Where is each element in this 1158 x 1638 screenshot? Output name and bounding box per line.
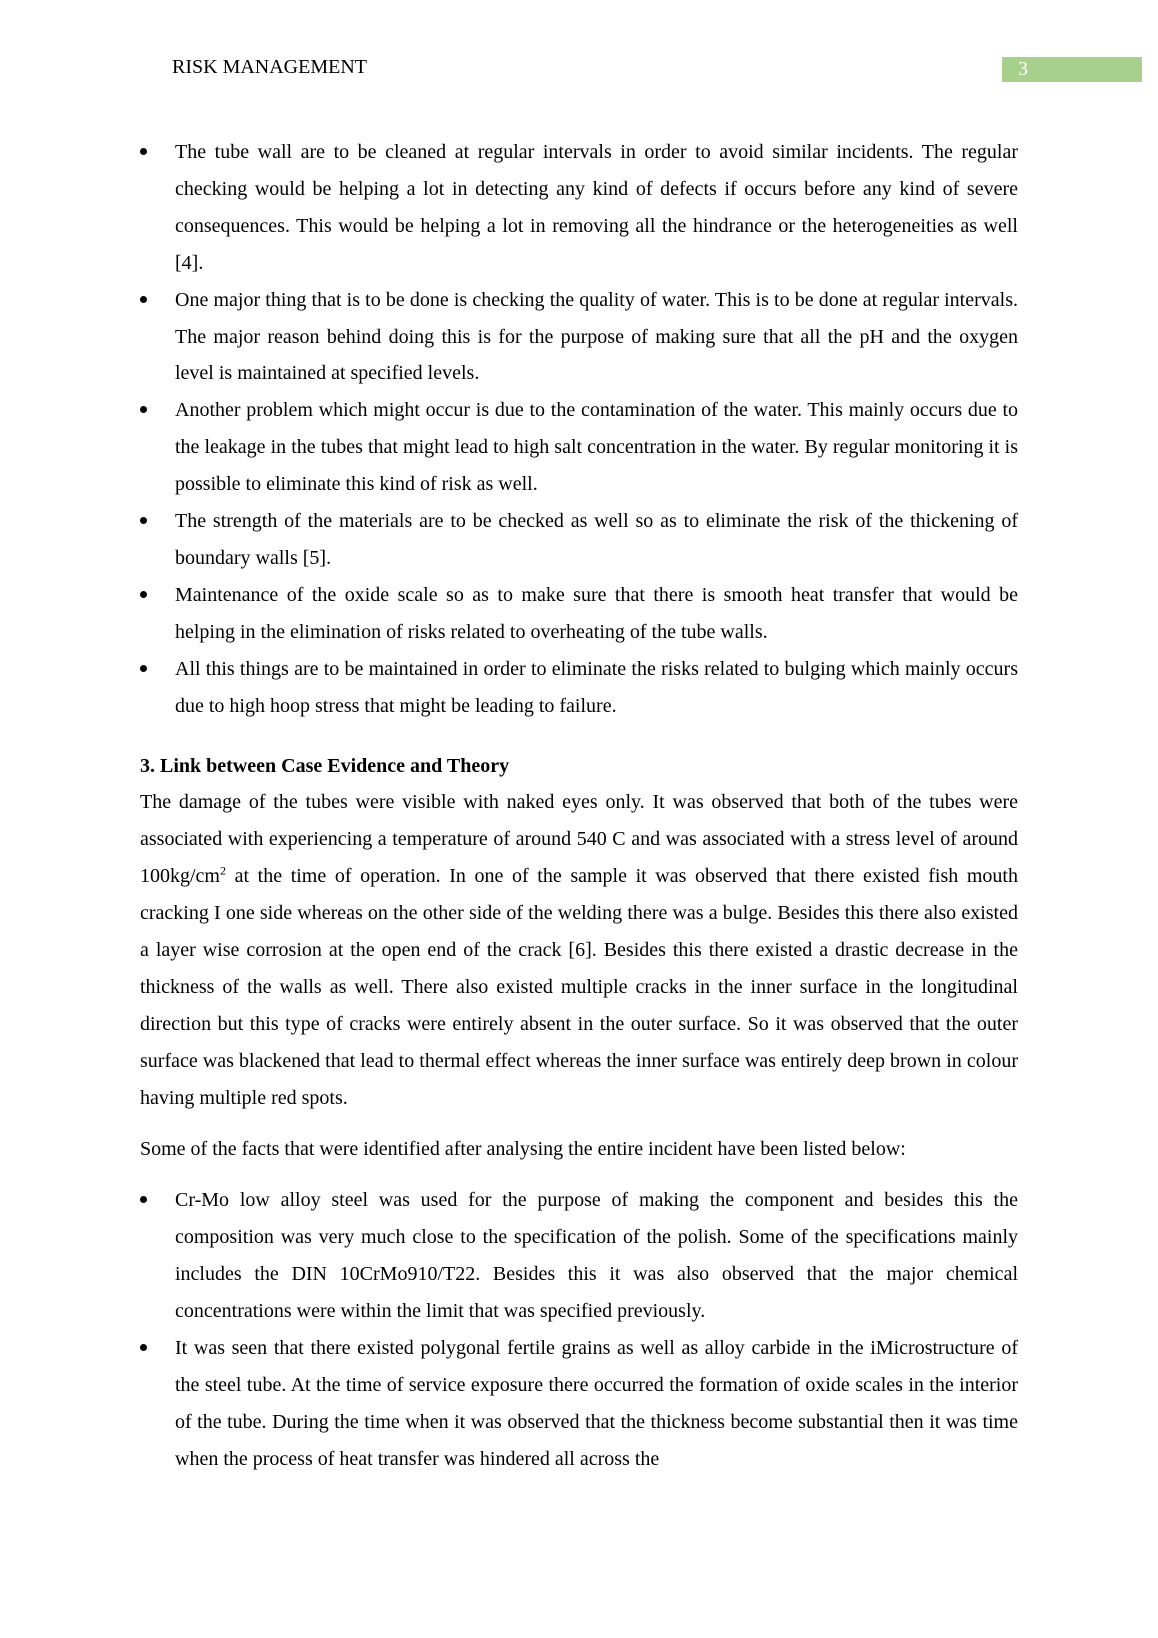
paragraph: Some of the facts that were identified after analysing the entire incident have been listed below: bbox=[140, 1137, 906, 1160]
paragraph-text: The damage of the tubes were visible with naked eyes only. It was observed that both of the tubes were associated with experiencing a temperature of around 540 C and was associated with a stress level of around 100kg/cm bbox=[140, 791, 1018, 888]
document-body bbox=[140, 134, 1018, 1478]
page-number: 3 bbox=[1002, 57, 1142, 82]
list-item: One major thing that is to be done is checking the quality of water. This is to be done at regular intervals. The major reason behind doing this is for the purpose of making sure that all the pH and the oxygen level is maintained at specified levels. bbox=[140, 282, 1018, 393]
recommendations-list bbox=[140, 134, 1018, 725]
list-item: Cr-Mo low alloy steel was used for the purpose of making the component and besides this the composition was very much close to the specification of the polish. Some of the specifications mainly includes the DIN 10CrMo910/T22. Besides this it was also observed that the major chemical concentrations were within the limit that was specified previously. bbox=[140, 1182, 1018, 1330]
section-heading: 3. Link between Case Evidence and Theory bbox=[140, 754, 510, 777]
list-item: The strength of the materials are to be checked as well so as to eliminate the risk of the thickening of boundary walls [5]. bbox=[140, 503, 1018, 577]
header-title: RISK MANAGEMENT bbox=[172, 56, 367, 78]
facts-list bbox=[140, 1182, 1018, 1477]
paragraph bbox=[140, 784, 1018, 1116]
list-item: Maintenance of the oxide scale so as to make sure that there is smooth heat transfer that would be helping in the elimination of risks related to overheating of the tube walls. bbox=[140, 577, 1018, 651]
list-item: The tube wall are to be cleaned at regular intervals in order to avoid similar incidents. The regular checking would be helping a lot in detecting any kind of defects if occurs before any kind of severe consequences. This would be helping a lot in removing all the hindrance or the heterogeneities as well [4]. bbox=[140, 134, 1018, 282]
list-item: Another problem which might occur is due to the contamination of the water. This mainly occurs due to the leakage in the tubes that might lead to high salt concentration in the water. By regular monitoring it is possible to eliminate this kind of risk as well. bbox=[140, 392, 1018, 503]
list-item: It was seen that there existed polygonal fertile grains as well as alloy carbide in the iMicrostructure of the steel tube. At the time of service exposure there occurred the formation of oxide scales in the interior of the tube. During the time when it was observed that the thickness become substantial then it was time when the process of heat transfer was hindered all across the bbox=[140, 1330, 1018, 1478]
paragraph-text: at the time of operation. In one of the sample it was observed that there existed fish mouth cracking I one side whereas on the other side of the welding there was a bulge. Besides this there also existed a layer wise corrosion at the open end of the crack [6]. Besides this there existed a drastic decrease in the thickness of the walls as well. There also existed multiple cracks in the inner surface in the longitudinal direction but this type of cracks were entirely absent in the outer surface. So it was observed that the outer surface was blackened that lead to thermal effect whereas the inner surface was entirely deep brown in colour having multiple red spots. bbox=[140, 865, 1018, 1109]
superscript: 2 bbox=[220, 863, 226, 878]
list-item: All this things are to be maintained in order to eliminate the risks related to bulging which mainly occurs due to high hoop stress that might be leading to failure. bbox=[140, 651, 1018, 725]
